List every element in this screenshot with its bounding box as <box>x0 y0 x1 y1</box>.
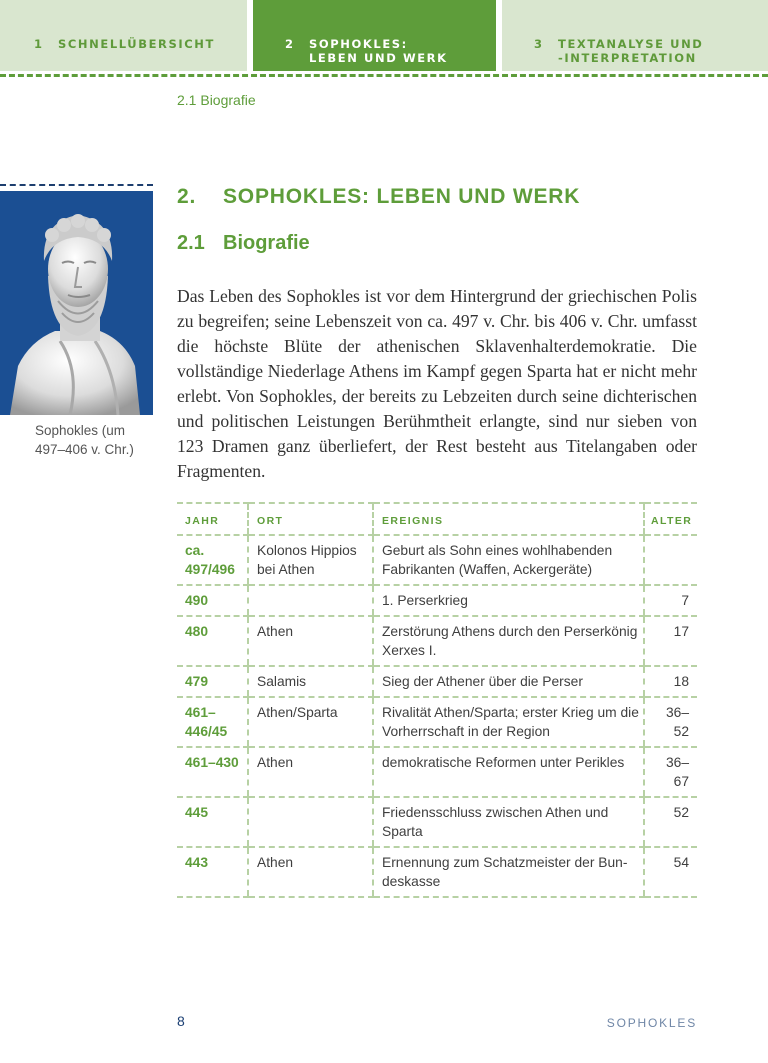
body-paragraph: Das Leben des Sophokles ist vor dem Hintergrund der griechischen Polis zu begreifen; seine Lebenszeit von ca. 497 v. Chr. bis 406 v. Chr. umfasst die höchste Blüte der athenischen Sklavenhalterdemokratie. Die vollständige Niederlage Athens im Kampf gegen Sparta hat er nicht mehr erlebt. Von Sophokles, der bereits zu Lebzeiten durch seine dichterischen und politischen Leistungen Berühmtheit erlangte, sind nur sieben von 123 Dramen ganz überliefert, der Rest besteht aus Titelangaben oder Fragmenten. <box>177 286 697 481</box>
place-cell: Athen <box>248 616 373 666</box>
table-row <box>177 585 697 616</box>
column-header-age: ALTER <box>644 503 697 535</box>
year-cell: 443 <box>177 847 248 897</box>
table-row <box>177 616 697 666</box>
biography-timeline-table <box>177 502 697 898</box>
place-cell: Athen/Sparta <box>248 697 373 747</box>
age-cell <box>644 535 697 585</box>
tab-sophokles-leben-und-werk[interactable] <box>253 0 496 71</box>
age-cell: 7 <box>644 585 697 616</box>
running-head: 2.1 Biografie <box>177 92 256 108</box>
portrait-caption: Sophokles (um 497–406 v. Chr.) <box>35 423 134 457</box>
place-cell <box>248 585 373 616</box>
year-cell: ca. 497/496 <box>177 535 248 585</box>
tab-label: TEXTANALYSE UND -INTERPRETATION <box>558 37 704 65</box>
age-cell: 17 <box>644 616 697 666</box>
year-cell: 479 <box>177 666 248 697</box>
column-header-place: ORT <box>248 503 373 535</box>
table-row <box>177 666 697 697</box>
tab-label: SOPHOKLES: LEBEN UND WERK <box>309 37 448 65</box>
page-number: 8 <box>177 1013 185 1029</box>
table-row <box>177 797 697 847</box>
table-row <box>177 697 697 747</box>
year-cell: 461–446/45 <box>177 697 248 747</box>
sidebar-divider <box>0 184 153 186</box>
section-heading <box>177 232 310 255</box>
event-cell: Zerstörung Athens durch den Perserkönig Xerxes I. <box>373 616 644 666</box>
event-cell: Geburt als Sohn eines wohlhabenden Fabrikanten (Waffen, Ackergeräte) <box>373 535 644 585</box>
age-cell: 52 <box>644 797 697 847</box>
section-number: 2.1 <box>177 232 205 254</box>
tab-number: 1 <box>34 37 44 51</box>
tab-schnelluebersicht[interactable] <box>0 0 247 71</box>
year-cell: 445 <box>177 797 248 847</box>
event-cell: Sieg der Athener über die Perser <box>373 666 644 697</box>
chapter-title: SOPHOKLES: LEBEN UND WERK <box>223 185 581 208</box>
section-title: Biografie <box>223 232 310 254</box>
bust-illustration <box>0 191 153 415</box>
age-cell: 54 <box>644 847 697 897</box>
place-cell: Salamis <box>248 666 373 697</box>
column-header-year: JAHR <box>177 503 248 535</box>
footer-title: SOPHOKLES <box>606 1016 697 1030</box>
year-cell: 490 <box>177 585 248 616</box>
tab-number: 3 <box>534 37 544 51</box>
event-cell: 1. Perserkrieg <box>373 585 644 616</box>
header-divider <box>0 74 768 77</box>
age-cell: 36–67 <box>644 747 697 797</box>
tab-number: 2 <box>285 37 295 51</box>
place-cell: Athen <box>248 847 373 897</box>
table-row <box>177 535 697 585</box>
place-cell: Kolonos Hippios bei Athen <box>248 535 373 585</box>
place-cell <box>248 797 373 847</box>
tab-label: SCHNELLÜBERSICHT <box>58 37 215 51</box>
tab-textanalyse[interactable] <box>502 0 768 71</box>
year-cell: 461–430 <box>177 747 248 797</box>
year-cell: 480 <box>177 616 248 666</box>
event-cell: demokratische Reformen unter Perikles <box>373 747 644 797</box>
age-cell: 36–52 <box>644 697 697 747</box>
chapter-heading <box>177 185 580 209</box>
table-row <box>177 847 697 897</box>
event-cell: Rivalität Athen/Sparta; erster Krieg um die Vorherrschaft in der Region <box>373 697 644 747</box>
column-header-event: EREIGNIS <box>373 503 644 535</box>
table-header-row <box>177 503 697 535</box>
table-row <box>177 747 697 797</box>
event-cell: Ernennung zum Schatzmeister der Bundeskasse <box>373 847 644 897</box>
place-cell: Athen <box>248 747 373 797</box>
sophokles-portrait-image <box>0 191 153 415</box>
chapter-number: 2. <box>177 185 197 208</box>
age-cell: 18 <box>644 666 697 697</box>
event-cell: Friedensschluss zwischen Athen und Sparta <box>373 797 644 847</box>
